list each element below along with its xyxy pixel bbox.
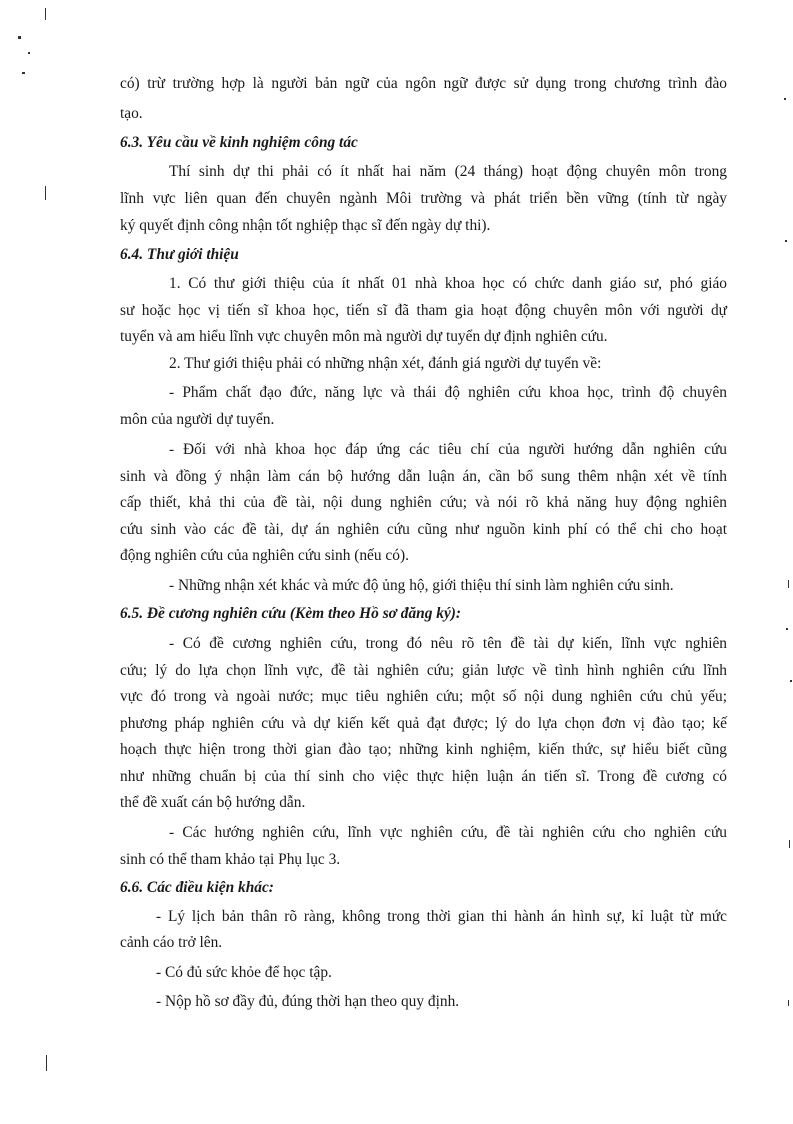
paragraph-line: - Những nhận xét khác và mức độ ủng hộ, giới thiệu thí sinh làm nghiên cứu sinh.	[169, 577, 674, 594]
paragraph-line: - Lý lịch bản thân rõ ràng, không trong thời gian thi hành án hình sự, kỉ luật từ mức	[156, 908, 727, 925]
paragraph-line: có) trừ trường hợp là người bản ngữ của ngôn ngữ được sử dụng trong chương trình đào	[120, 75, 727, 92]
scan-mark	[45, 186, 46, 200]
scan-mark	[786, 628, 788, 630]
paragraph-line: tạo.	[120, 105, 143, 122]
paragraph-line: - Có đủ sức khỏe để học tập.	[156, 964, 332, 981]
paragraph-line: cứu sinh vào các đề tài, dự án nghiên cứu cũng như nguồn kinh phí có thể chi cho hoạt	[120, 521, 727, 538]
scan-mark	[45, 8, 46, 20]
paragraph-line: cảnh cáo trở lên.	[120, 934, 223, 951]
paragraph-line: như những chuẩn bị của thí sinh cho việc thực hiện luận án tiến sĩ. Trong đề cương có	[120, 768, 727, 785]
paragraph-line: - Đối với nhà khoa học đáp ứng các tiêu chí của người hướng dẫn nghiên cứu	[169, 441, 727, 458]
scan-mark	[22, 72, 25, 74]
section-heading-6-4: 6.4. Thư giới thiệu	[120, 246, 239, 263]
paragraph-line: - Có đề cương nghiên cứu, trong đó nêu rõ tên đề tài dự kiến, lĩnh vực nghiên	[169, 635, 727, 652]
paragraph-line: phương pháp nghiên cứu và dự kiến kết quả đạt được; lý do lựa chọn đơn vị đào tạo; kế	[120, 715, 727, 732]
paragraph-line: cứu; lý do lựa chọn lĩnh vực, đề tài nghiên cứu; giản lược về tình hình nghiên cứu lĩnh	[120, 662, 727, 679]
scan-mark	[789, 840, 790, 848]
paragraph-line: 2. Thư giới thiệu phải có những nhận xét, đánh giá người dự tuyển về:	[169, 355, 602, 372]
paragraph-line: ký quyết định công nhận tốt nghiệp thạc sĩ đến ngày dự thi).	[120, 217, 491, 234]
scan-mark	[28, 52, 30, 54]
paragraph-line: sinh và đồng ý nhận làm cán bộ hướng dẫn luận án, cần bổ sung thêm nhận xét về tính	[120, 468, 727, 485]
paragraph-line: - Phẩm chất đạo đức, năng lực và thái độ nghiên cứu khoa học, trình độ chuyên	[169, 384, 727, 401]
scan-mark	[788, 1000, 789, 1006]
paragraph-line: cấp thiết, khả thi của đề tài, nội dung nghiên cứu; và nói rõ khả năng huy động nghiên	[120, 494, 727, 511]
paragraph-line: - Các hướng nghiên cứu, lĩnh vực nghiên cứu, đề tài nghiên cứu cho nghiên cứu	[169, 824, 727, 841]
scan-mark	[784, 98, 786, 100]
paragraph-line: động nghiên cứu của nghiên cứu sinh (nếu có).	[120, 547, 409, 564]
paragraph-line: 1. Có thư giới thiệu của ít nhất 01 nhà khoa học có chức danh giáo sư, phó giáo	[169, 275, 727, 292]
paragraph-line: hoạch thực hiện trong thời gian đào tạo; những kinh nghiệm, kiến thức, sự hiểu biết cũng	[120, 741, 727, 758]
section-heading-6-3: 6.3. Yêu cầu về kinh nghiệm công tác	[120, 134, 358, 151]
paragraph-line: vực đó trong và ngoài nước; mục tiêu nghiên cứu; một số nội dung nghiên cứu chủ yếu;	[120, 688, 727, 705]
section-heading-6-5: 6.5. Đề cương nghiên cứu (Kèm theo Hồ sơ đăng ký):	[120, 605, 462, 622]
paragraph-line: thể đề xuất cán bộ hướng dẫn.	[120, 794, 306, 811]
paragraph-line: lĩnh vực liên quan đến chuyên ngành Môi trường và phát triển bền vững (tính từ ngày	[120, 190, 727, 207]
paragraph-line: sư hoặc học vị tiến sĩ khoa học, tiến sĩ đã tham gia hoạt động chuyên môn với người dự	[120, 302, 727, 319]
paragraph-line: sinh có thể tham khảo tại Phụ lục 3.	[120, 851, 341, 868]
paragraph-line: - Nộp hồ sơ đầy đủ, đúng thời hạn theo quy định.	[156, 993, 460, 1010]
paragraph-line: Thí sinh dự thi phải có ít nhất hai năm (24 tháng) hoạt động chuyên môn trong	[169, 163, 727, 180]
scan-mark	[18, 36, 21, 39]
scan-mark	[785, 240, 787, 242]
scan-mark	[790, 680, 792, 682]
paragraph-line: tuyển và am hiểu lĩnh vực chuyên môn mà người dự tuyển dự định nghiên cứu.	[120, 328, 608, 345]
paragraph-line: môn của người dự tuyển.	[120, 411, 275, 428]
section-heading-6-6: 6.6. Các điều kiện khác:	[120, 879, 274, 896]
scan-mark	[46, 1055, 47, 1071]
scan-mark	[788, 580, 789, 588]
